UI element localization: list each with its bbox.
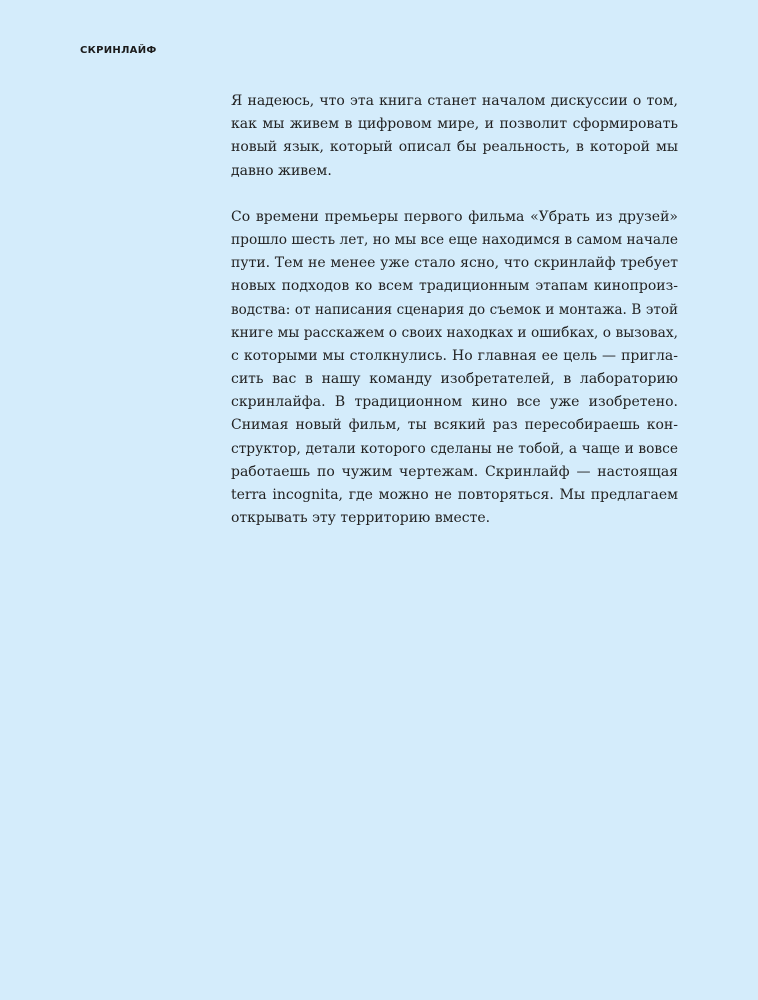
text-line: Я надеюсь, что эта книга станет началом дискуссии о том, (231, 93, 678, 109)
text-line: с которыми мы столкнулись. Но главная ее цель — пригла- (231, 347, 678, 364)
text-line: структор, детали которого сделаны не тобой, а чаще и вовсе (231, 440, 678, 457)
text-line: сить вас в нашу команду изобретателей, в лабораторию (231, 371, 678, 388)
text-line: новый язык, который описал бы реальность, в которой мы (231, 139, 678, 156)
body-text (231, 90, 678, 530)
text-line: открывать эту территорию вместе. (231, 510, 491, 527)
text-line: пути. Тем не менее уже стало ясно, что скринлайф требует (231, 255, 678, 272)
text-line: Снимая новый фильм, ты всякий раз пересобираешь кон- (231, 417, 678, 434)
paragraph-2 (231, 206, 678, 531)
paragraph-1 (231, 90, 678, 183)
running-header: СКРИНЛАЙФ (80, 45, 157, 56)
text-line: водства: от написания сценария до съемок и монтажа. В этой (231, 301, 678, 318)
text-line: прошло шесть лет, но мы все еще находимся в самом начале (231, 231, 678, 248)
text-line: книге мы расскажем о своих находках и ошибках, о вызовах, (231, 324, 678, 341)
text-line: скринлайфа. В традиционном кино все уже изобретено. (231, 394, 678, 411)
text-line: Со времени премьеры первого фильма «Убрать из друзей» (231, 208, 678, 225)
text-line: terra incognita, где можно не повторяться. Мы предлагаем (231, 487, 678, 503)
text-line: как мы живем в цифровом мире, и позволит сформировать (231, 116, 678, 133)
text-line: давно живем. (231, 162, 332, 179)
text-line: новых подходов ко всем традиционным этапам кинопроиз- (231, 278, 678, 295)
text-line: работаешь по чужим чертежам. Скринлайф — настоящая (231, 463, 678, 480)
